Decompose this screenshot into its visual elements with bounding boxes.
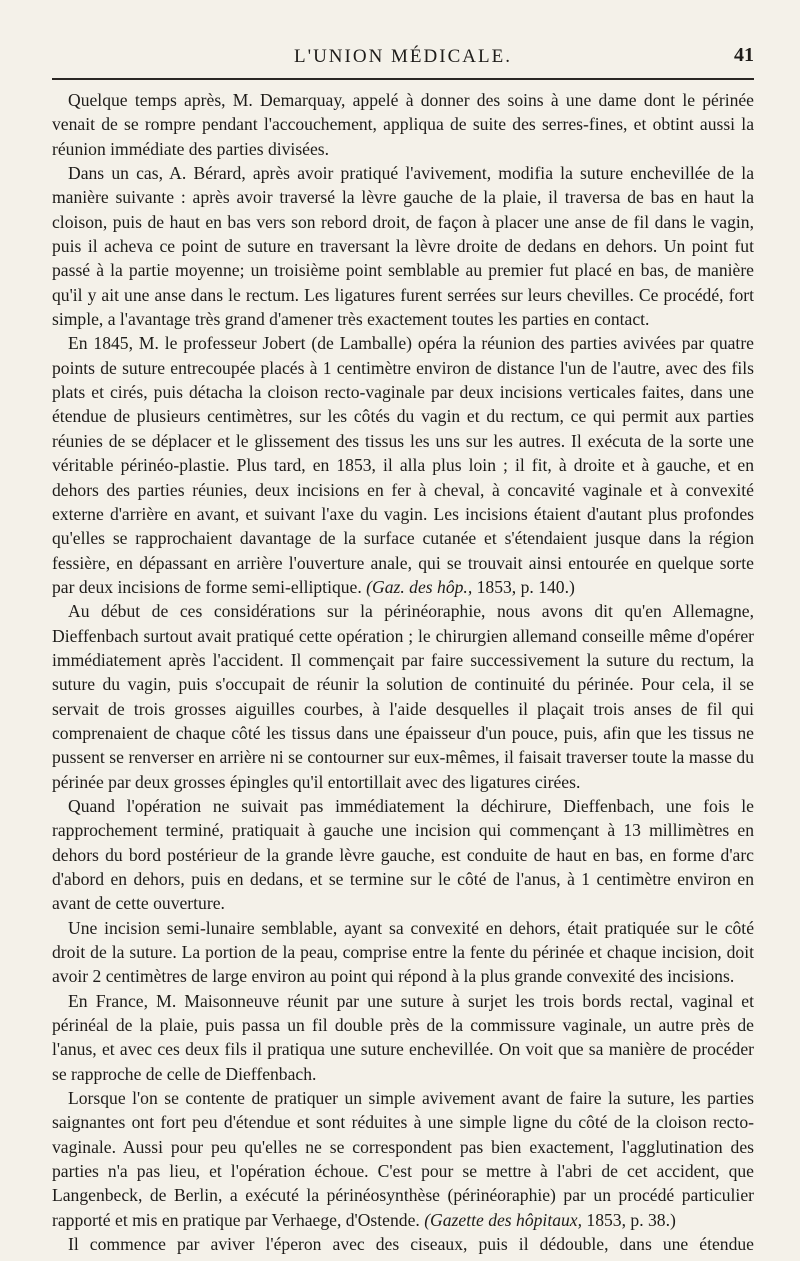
citation-gazette-hopitaux: (Gazette des hôpitaux, bbox=[424, 1209, 583, 1230]
paragraph-dieffenbach-incision: Quand l'opération ne suivait pas immédiatement la déchirure, Dieffenbach, une fois le rapprochement terminé, pratiquait à gauche une incision qui commençant à 13 millimètres en dehors du bord postérieur de la grande lèvre gauche, est conduite de haut en bas, en forme d'arc d'abord en dehors, puis en dedans, et se termine sur le côté de l'anus, à 1 centimètre environ en avant de cette ouverture. bbox=[52, 795, 754, 914]
paragraph-jobert: En 1845, M. le professeur Jobert (de Lamballe) opéra la réunion des parties avivées par quatre points de suture entrecoupée placés à 1 centimètre environ de distance l'un de l'autre, avec des fils plats et cirés, puis détacha la cloison recto-vaginale par deux incisions verticales faites, dans une étendue de plusieurs centimètres, sur les côtés du vagin et du rectum, ce qui permit aux parties réunies de se déplacer et le glissement des tissus les uns sur les autres. Il exécuta de la sorte une véritable périnéo-plastie. Plus tard, en 1853, il alla plus loin ; il fit, à droite et à gauche, et en dehors des parties réunies, deux incisions en fer à cheval, à concavité vaginale et à convexité externe d'arrière en avant, et suivant l'axe du vagin. Les incisions étaient d'autant plus profondes qu'elles se rapprochaient davantage de la surface cutanée et s'étendaient jusque dans la région fessière, en dépassant en arrière l'ouverture anale, qui se trouvait ainsi entourée en quelque sorte par deux incisions de forme semi-elliptique. (Gaz. des hôp., 1853, p. 140.) bbox=[52, 333, 754, 597]
page-number: 41 bbox=[734, 44, 754, 66]
paragraph-langenbeck: Lorsque l'on se contente de pratiquer un simple avivement avant de faire la suture, les parties saignantes ont fort peu d'étendue et sont réduites à une simple ligne du côté de la cloison recto-vaginale. Aussi pour peu qu'elles ne se correspondent pas bien exactement, l'agglutination des parties n'a pas lieu, et l'opération échoue. C'est pour se mettre à l'abri de cet accident, que Langenbeck, de Berlin, a exécuté la périnéosynthèse (périnéoraphie) par un procédé particulier rapporté et mis en pratique par Verhaege, d'Ostende. (Gazette des hôpitaux, 1853, p. 38.) bbox=[52, 1088, 754, 1230]
journal-title: L'UNION MÉDICALE. bbox=[294, 46, 512, 67]
paragraph-semi-lunaire: Une incision semi-lunaire semblable, ayant sa convexité en dehors, était pratiquée sur le côté droit de la suture. La portion de la peau, comprise entre la fente du périnée et chaque incision, doit avoir 2 centimètres de large environ au point qui répond à la plus grande convexité des incisions. bbox=[52, 917, 754, 987]
paragraph-maisonneuve: En France, M. Maisonneuve réunit par une suture à surjet les trois bords rectal, vaginal et périnéal de la plaie, puis passa un fil double près de la commissure vaginale, un autre près de l'anus, et avec ces deux fils il pratiqua une suture enchevillée. On voit que sa manière de procéder se rapproche de celle de Dieffenbach. bbox=[52, 990, 754, 1084]
paragraph-dieffenbach: Au début de ces considérations sur la périnéoraphie, nous avons dit qu'en Allemagne, Dieffenbach surtout avait pratiqué cette opération ; le chirurgien allemand conseille même d'opérer immédiatement après l'accident. Il commençait par faire successivement la suture du rectum, la suture du vagin, puis s'occupait de réunir la solution de continuité du périnée. Pour cela, il se servait de trois grosses aiguilles courbes, à l'aide desquelles il plaçait trois anses de fil qui comprenaient de chaque côté les tissus dans une épaisseur d'un pouce, puis, afin que les tissus ne pussent se renverser en arrière ni se contourner sur eux-mêmes, il faisait traverser toute la masse du périnée par deux grosses épingles qu'il entortillait avec des ligatures cirées. bbox=[52, 601, 754, 792]
running-head bbox=[52, 40, 754, 74]
header-rule bbox=[52, 78, 754, 80]
paragraph-berard: Dans un cas, A. Bérard, après avoir pratiqué l'avivement, modifia la suture enchevillée de la manière suivante : après avoir traversé la lèvre gauche de la plaie, il traversa de bas en haut la cloison, puis de haut en bas vers son rebord droit, de façon à placer une anse de fil dans le vagin, puis il acheva ce point de suture en traversant la lèvre droite de dedans en dehors. Un point fut passé à la partie moyenne; un troisième point semblable au premier fut placé en bas, de manière qu'il y ait une anse dans le rectum. Les ligatures furent serrées sur leurs chevilles. Ce procédé, fort simple, a l'avantage très grand d'amener très exactement toutes les parties en contact. bbox=[52, 163, 754, 330]
citation-gazette-hopitaux-tail: 1853, p. 38.) bbox=[582, 1209, 676, 1230]
citation-gaz-hop-tail: 1853, p. 140.) bbox=[472, 576, 575, 597]
paragraph-eperon: Il commence par aviver l'éperon avec des ciseaux, puis il dédouble, dans une étendue bbox=[68, 1234, 754, 1255]
article-body bbox=[52, 88, 754, 1257]
paragraph-demarquay: Quelque temps après, M. Demarquay, appelé à donner des soins à une dame dont le périnée venait de se rompre pendant l'accouchement, appliqua de suite des serres-fines, et obtint aussi la réunion immédiate des parties divisées. bbox=[52, 90, 754, 159]
citation-gaz-hop: (Gaz. des hôp., bbox=[366, 576, 473, 597]
